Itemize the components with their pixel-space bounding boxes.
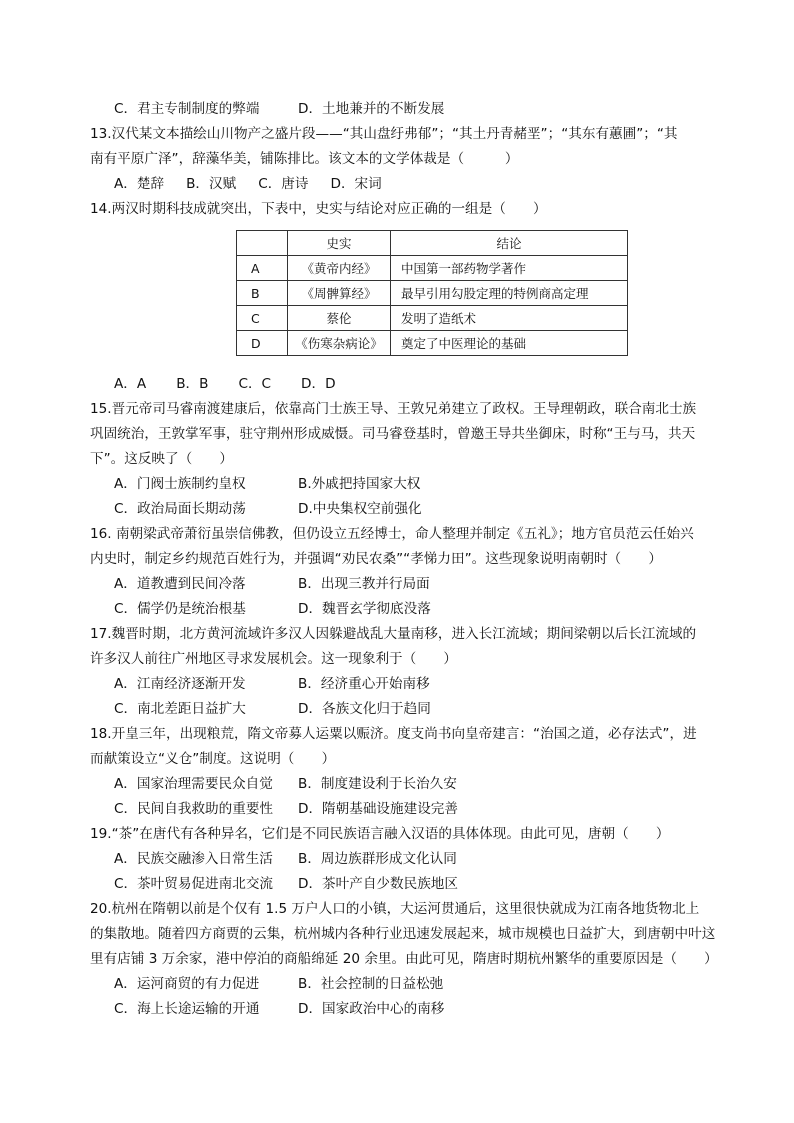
- option-b[interactable]: B．出现三教并行局面: [298, 576, 430, 592]
- option-c[interactable]: C．C: [238, 376, 272, 392]
- prev-option-d: D．土地兼并的不断发展: [298, 101, 445, 117]
- question-18-line-1: 18.开皇三年，出现粮荒，隋文帝募人运粟以赈济。度支尚书向皇帝建言：“治国之道，必存法式”，进: [90, 726, 697, 742]
- question-15-line-3: 下”。这反映了（ ）: [90, 451, 233, 467]
- option-a[interactable]: A．A: [114, 376, 147, 392]
- option-d[interactable]: D．D: [301, 376, 336, 392]
- question-20-line-1: 20.杭州在隋朝以前是个仅有 1.5 万户人口的小镇，大运河贯通后，这里很快就成为江南各地货物北上: [90, 901, 700, 917]
- table-cell-fact: 《黄帝内经》: [288, 256, 391, 281]
- option-d[interactable]: D.中央集权空前强化: [298, 501, 422, 517]
- option-b[interactable]: B．汉赋: [186, 176, 237, 192]
- option-a[interactable]: A．国家治理需要民众自觉: [114, 776, 273, 792]
- table-header-empty: [237, 231, 288, 256]
- option-d[interactable]: D．茶叶产自少数民族地区: [298, 876, 458, 892]
- table-cell-fact: 《伤寒杂病论》: [288, 331, 391, 356]
- table-cell-conclusion: 发明了造纸术: [391, 306, 628, 331]
- option-d[interactable]: D．隋朝基础设施建设完善: [298, 801, 458, 817]
- question-17-line-1: 17.魏晋时期，北方黄河流域许多汉人因躲避战乱大量南移，进入长江流域；期间梁朝以后长江流域的: [90, 626, 697, 642]
- option-a[interactable]: A．民族交融渗入日常生活: [114, 851, 273, 867]
- question-17-line-2: 许多汉人前往广州地区寻求发展机会。这一现象利于（ ）: [90, 651, 458, 667]
- option-d[interactable]: D．国家政治中心的南移: [298, 1001, 445, 1017]
- option-c[interactable]: C．唐诗: [258, 176, 309, 192]
- table-cell-fact: 蔡伦: [288, 306, 391, 331]
- option-c[interactable]: C．茶叶贸易促进南北交流: [114, 876, 274, 892]
- option-b[interactable]: B．制度建设利于长治久安: [298, 776, 457, 792]
- table-cell-label: B: [237, 281, 288, 306]
- option-b[interactable]: B．经济重心开始南移: [298, 676, 430, 692]
- question-13-line-2: 南有平原广泽”，辞藻华美，铺陈排比。该文本的文学体裁是（ ）: [90, 151, 519, 167]
- table-header-fact: 史实: [288, 231, 391, 256]
- table-row: [237, 256, 628, 281]
- table-row: [237, 281, 628, 306]
- question-16-line-1: 16. 南朝梁武帝萧衍虽崇信佛教，但仍设立五经博士，命人整理并制定《五礼》；地方官员范云任始兴: [90, 526, 694, 542]
- option-c[interactable]: C．民间自我救助的重要性: [114, 801, 274, 817]
- question-20-line-2: 的集散地。随着四方商贾的云集，杭州城内各种行业迅速发展起来，城市规模也日益扩大，到唐朝中叶这: [90, 926, 716, 942]
- table-header-row: [237, 231, 628, 256]
- option-d[interactable]: D．魏晋玄学彻底没落: [298, 601, 431, 617]
- question-15-line-1: 15.晋元帝司马睿南渡建康后，依靠高门士族王导、王敦兄弟建立了政权。王导理朝政，联合南北士族: [90, 401, 697, 417]
- option-d[interactable]: D．宋词: [330, 176, 382, 192]
- option-a[interactable]: A．楚辞: [114, 176, 165, 192]
- option-c[interactable]: C．南北差距日益扩大: [114, 701, 246, 717]
- table-cell-label: D: [237, 331, 288, 356]
- option-b[interactable]: B．B: [176, 376, 209, 392]
- option-b[interactable]: B.外戚把持国家大权: [298, 476, 421, 492]
- table-row: [237, 306, 628, 331]
- option-b[interactable]: B．周边族群形成文化认同: [298, 851, 457, 867]
- history-table: [236, 230, 628, 356]
- table-cell-conclusion: 奠定了中医理论的基础: [391, 331, 628, 356]
- question-20-line-3: 里有店铺 3 万余家，港中停泊的商船绵延 20 余里。由此可见，隋唐时期杭州繁华的重要原因是（ ）: [90, 951, 718, 967]
- table-header-conclusion: 结论: [391, 231, 628, 256]
- question-13-options: [114, 174, 404, 194]
- question-13-line-1: 13.汉代某文本描绘山川物产之盛片段——“其山盘纡弗郁”；“其土丹青赭垩”；“其东有蕙圃”；“其: [90, 126, 678, 142]
- table-cell-label: A: [237, 256, 288, 281]
- option-a[interactable]: A．运河商贸的有力促进: [114, 976, 260, 992]
- option-a[interactable]: A．道教遭到民间冷落: [114, 576, 246, 592]
- option-c[interactable]: C．海上长途运输的开通: [114, 1001, 260, 1017]
- question-14-options: [114, 374, 366, 394]
- question-14-stem: 14.两汉时期科技成就突出，下表中，史实与结论对应正确的一组是（ ）: [90, 201, 547, 217]
- question-18-line-2: 而献策设立“义仓”制度。这说明（ ）: [90, 751, 336, 767]
- question-15-line-2: 巩固统治，王敦掌军事，驻守荆州形成威慑。司马睿登基时，曾邀王导共坐御床，时称“王与马，共天: [90, 426, 696, 442]
- option-c[interactable]: C．儒学仍是统治根基: [114, 601, 246, 617]
- option-c[interactable]: C．政治局面长期动荡: [114, 501, 246, 517]
- option-b[interactable]: B．社会控制的日益松弛: [298, 976, 444, 992]
- prev-option-c: C．君主专制制度的弊端: [114, 101, 260, 117]
- question-19-line-1: 19.“茶”在唐代有各种异名，它们是不同民族语言融入汉语的具体体现。由此可见，唐朝（ ）: [90, 826, 670, 842]
- table-row: [237, 331, 628, 356]
- table-cell-label: C: [237, 306, 288, 331]
- option-a[interactable]: A．门阀士族制约皇权: [114, 476, 246, 492]
- table-cell-conclusion: 最早引用勾股定理的特例商高定理: [391, 281, 628, 306]
- table-cell-fact: 《周髀算经》: [288, 281, 391, 306]
- option-d[interactable]: D．各族文化归于趋同: [298, 701, 431, 717]
- option-a[interactable]: A．江南经济逐渐开发: [114, 676, 246, 692]
- question-16-line-2: 内史时，制定乡约规范百姓行为，并强调“劝民农桑”“孝悌力田”。这些现象说明南朝时（ ）: [90, 551, 662, 567]
- table-cell-conclusion: 中国第一部药物学著作: [391, 256, 628, 281]
